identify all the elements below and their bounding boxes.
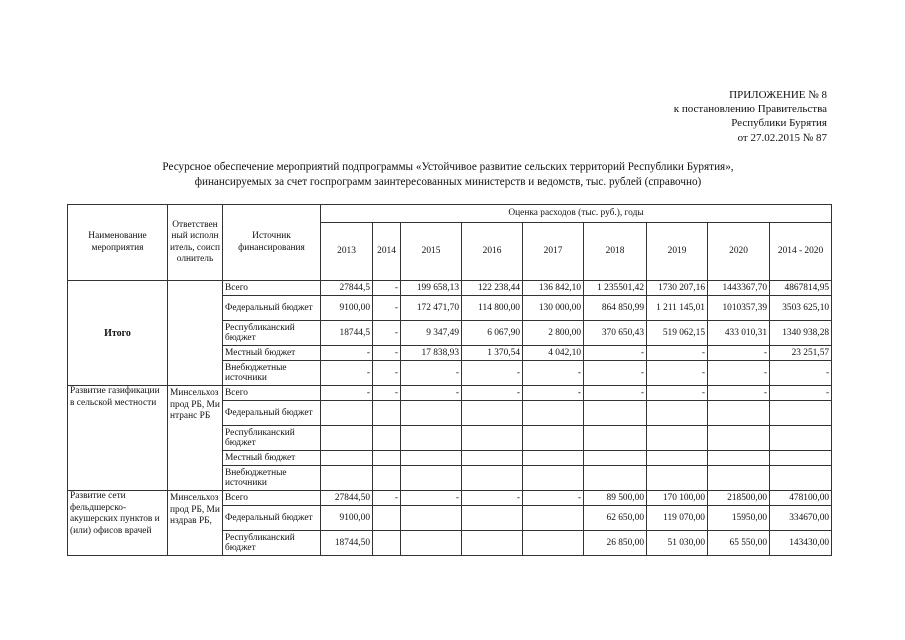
amount-cell: -	[584, 361, 647, 386]
measure-name: Итого	[68, 281, 168, 386]
funding-source: Внебюджетные источники	[223, 466, 321, 491]
amount-cell: 136 842,10	[523, 281, 584, 296]
title-line-2: финансируемых за счет госпрограмм заинтересованных министерств и ведомств, тыс. рублей (справочно)	[194, 175, 702, 188]
amount-cell	[462, 451, 523, 466]
amount-cell: 89 500,00	[584, 491, 647, 506]
amount-cell	[401, 401, 462, 426]
amount-cell: -	[373, 296, 401, 321]
amount-cell: 130 000,00	[523, 296, 584, 321]
amount-cell: 864 850,99	[584, 296, 647, 321]
header-year: 2018	[584, 223, 647, 281]
amount-cell: -	[373, 346, 401, 361]
amount-cell: -	[647, 361, 708, 386]
amount-cell	[462, 401, 523, 426]
amount-cell	[462, 506, 523, 531]
amount-cell: 9100,00	[321, 506, 373, 531]
amount-cell: -	[584, 346, 647, 361]
table-body	[68, 205, 832, 556]
funding-source: Республиканский бюджет	[223, 531, 321, 556]
amount-cell	[647, 401, 708, 426]
amount-cell: 170 100,00	[647, 491, 708, 506]
amount-cell	[321, 426, 373, 451]
executor: Минсельхозпрод РБ, Минздрав РБ,	[168, 491, 223, 556]
amount-cell: 65 550,00	[708, 531, 770, 556]
amount-cell: 218500,00	[708, 491, 770, 506]
amount-cell: 51 030,00	[647, 531, 708, 556]
funding-source: Федеральный бюджет	[223, 296, 321, 321]
amount-cell: -	[523, 386, 584, 401]
amount-cell	[523, 401, 584, 426]
amount-cell	[770, 426, 832, 451]
amount-cell: 9100,00	[321, 296, 373, 321]
amount-cell	[647, 426, 708, 451]
amount-cell: 6 067,90	[462, 321, 523, 346]
amount-cell	[373, 506, 401, 531]
amount-cell: -	[321, 346, 373, 361]
amount-cell	[373, 426, 401, 451]
amount-cell	[523, 506, 584, 531]
header-executor: Ответственный исполнитель, соисполнитель	[168, 205, 223, 281]
amount-cell	[523, 466, 584, 491]
amount-cell	[321, 401, 373, 426]
amount-cell	[708, 401, 770, 426]
amount-cell	[401, 531, 462, 556]
amount-cell: 1730 207,16	[647, 281, 708, 296]
amount-cell	[401, 466, 462, 491]
amount-cell: 478100,00	[770, 491, 832, 506]
funding-source: Всего	[223, 491, 321, 506]
amount-cell: -	[321, 361, 373, 386]
amount-cell: -	[373, 491, 401, 506]
amount-cell: -	[373, 386, 401, 401]
header-year: 2019	[647, 223, 708, 281]
amount-cell: 143430,00	[770, 531, 832, 556]
table-row	[68, 281, 832, 296]
executor: Минсельхозпрод РБ, Минтранс РБ	[168, 386, 223, 491]
amount-cell: 1 370,54	[462, 346, 523, 361]
header-year: 2015	[401, 223, 462, 281]
amount-cell	[523, 426, 584, 451]
amount-cell: -	[708, 346, 770, 361]
funding-source: Федеральный бюджет	[223, 401, 321, 426]
title-line-1: Ресурсное обеспечение мероприятий подпрограммы «Устойчивое развитие сельских территорий Республики Бурятия»,	[162, 161, 734, 173]
header-source: Источник финансирования	[223, 205, 321, 281]
funding-source: Местный бюджет	[223, 451, 321, 466]
appendix-block	[674, 88, 827, 145]
header-name: Наименование мероприятия	[68, 205, 168, 281]
amount-cell: -	[401, 491, 462, 506]
amount-cell	[373, 531, 401, 556]
amount-cell: -	[523, 491, 584, 506]
appendix-date: от 27.02.2015 № 87	[737, 131, 827, 144]
amount-cell: 334670,00	[770, 506, 832, 531]
amount-cell	[401, 451, 462, 466]
amount-cell: 4867814,95	[770, 281, 832, 296]
amount-cell	[401, 506, 462, 531]
table-row	[68, 386, 832, 401]
amount-cell	[462, 531, 523, 556]
amount-cell: 17 838,93	[401, 346, 462, 361]
amount-cell: -	[708, 361, 770, 386]
amount-cell: 18744,5	[321, 321, 373, 346]
funding-source: Местный бюджет	[223, 346, 321, 361]
amount-cell: -	[523, 361, 584, 386]
amount-cell	[770, 451, 832, 466]
header-year: 2014	[373, 223, 401, 281]
amount-cell: -	[647, 386, 708, 401]
appendix-resolution: к постановлению Правительства	[673, 103, 827, 116]
resource-table	[67, 204, 832, 556]
appendix-number: ПРИЛОЖЕНИЕ № 8	[729, 89, 827, 101]
amount-cell	[584, 466, 647, 491]
amount-cell: 172 471,70	[401, 296, 462, 321]
amount-cell: -	[462, 361, 523, 386]
amount-cell: -	[708, 386, 770, 401]
amount-cell	[462, 426, 523, 451]
amount-cell	[584, 451, 647, 466]
amount-cell: 15950,00	[708, 506, 770, 531]
amount-cell: 27844,50	[321, 491, 373, 506]
amount-cell	[708, 466, 770, 491]
amount-cell: 1 211 145,01	[647, 296, 708, 321]
amount-cell	[321, 466, 373, 491]
amount-cell	[770, 401, 832, 426]
header-row	[68, 205, 832, 223]
funding-source: Внебюджетные источники	[223, 361, 321, 386]
amount-cell	[373, 451, 401, 466]
header-year: 2014 - 2020	[770, 223, 832, 281]
amount-cell	[770, 466, 832, 491]
amount-cell	[373, 401, 401, 426]
amount-cell: 62 650,00	[584, 506, 647, 531]
amount-cell: 26 850,00	[584, 531, 647, 556]
amount-cell: -	[770, 386, 832, 401]
amount-cell: -	[770, 361, 832, 386]
amount-cell	[321, 451, 373, 466]
amount-cell	[647, 451, 708, 466]
amount-cell: 114 800,00	[462, 296, 523, 321]
amount-cell	[373, 466, 401, 491]
amount-cell: -	[462, 386, 523, 401]
amount-cell: 119 070,00	[647, 506, 708, 531]
amount-cell: 370 650,43	[584, 321, 647, 346]
amount-cell	[523, 451, 584, 466]
header-estimate: Оценка расходов (тыс. руб.), годы	[321, 205, 832, 223]
funding-source: Всего	[223, 386, 321, 401]
amount-cell	[523, 531, 584, 556]
amount-cell: -	[373, 361, 401, 386]
amount-cell: 3503 625,10	[770, 296, 832, 321]
header-year: 2016	[462, 223, 523, 281]
amount-cell: -	[373, 321, 401, 346]
amount-cell: 1 235501,42	[584, 281, 647, 296]
amount-cell: 1443367,70	[708, 281, 770, 296]
amount-cell: 519 062,15	[647, 321, 708, 346]
amount-cell	[584, 401, 647, 426]
amount-cell: 18744,50	[321, 531, 373, 556]
funding-source: Республиканский бюджет	[223, 321, 321, 346]
amount-cell: -	[401, 361, 462, 386]
header-year: 2020	[708, 223, 770, 281]
amount-cell	[708, 451, 770, 466]
amount-cell: 2 800,00	[523, 321, 584, 346]
amount-cell: -	[401, 386, 462, 401]
amount-cell: 433 010,31	[708, 321, 770, 346]
amount-cell	[401, 426, 462, 451]
funding-source: Республиканский бюджет	[223, 426, 321, 451]
measure-name: Развитие газификации в сельской местности	[68, 386, 168, 491]
measure-name: Развитие сети фельдшерско-акушерских пунктов и (или) офисов врачей	[68, 491, 168, 556]
amount-cell: 23 251,57	[770, 346, 832, 361]
funding-source: Всего	[223, 281, 321, 296]
executor	[168, 281, 223, 386]
amount-cell: 1340 938,28	[770, 321, 832, 346]
amount-cell: 122 238,44	[462, 281, 523, 296]
amount-cell	[462, 466, 523, 491]
amount-cell: -	[647, 346, 708, 361]
amount-cell: -	[584, 386, 647, 401]
header-year: 2017	[523, 223, 584, 281]
amount-cell	[647, 466, 708, 491]
amount-cell	[584, 426, 647, 451]
header-year: 2013	[321, 223, 373, 281]
funding-source: Федеральный бюджет	[223, 506, 321, 531]
amount-cell: 9 347,49	[401, 321, 462, 346]
amount-cell: 199 658,13	[401, 281, 462, 296]
amount-cell: -	[373, 281, 401, 296]
document-title	[66, 160, 830, 189]
amount-cell	[708, 426, 770, 451]
appendix-republic: Республики Бурятия	[731, 117, 827, 130]
amount-cell: 1010357,39	[708, 296, 770, 321]
amount-cell: -	[321, 386, 373, 401]
amount-cell: 27844,5	[321, 281, 373, 296]
amount-cell: 4 042,10	[523, 346, 584, 361]
table-row	[68, 491, 832, 506]
amount-cell: -	[462, 491, 523, 506]
